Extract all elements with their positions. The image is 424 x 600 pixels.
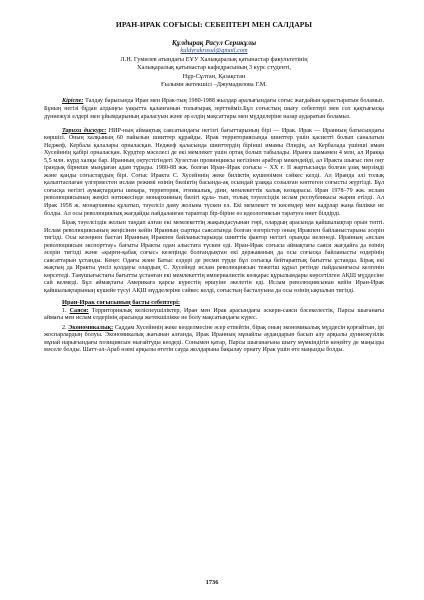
cause-text: Саддам Хусейннің жеке көзделмесіне әсер етпейтін, бірақ оның экономикалық мүддесін қорғайтын, ірі жоспарлардың болуы. Экономикалық жағынан алғанда, Ирак Иранның мұнайлы аудандарын басып алу арқылы дүниежүзілік мұнай нарығындағы позициясын нығайтуды көздеді. Сонымен қатар, Парсы шығанағына шығу мүмкіндігін кеңейту де маңызды мәселе болды. Шатт-әл-Араб өзені арқылы өтетін сауда жолдарына бақылау орнату Ирак үшін өте маңызды болды. — [44, 324, 384, 354]
cause-item-economic — [44, 325, 384, 355]
affiliation-line: Нұр-Сұлтан, Қазақстан — [182, 72, 246, 80]
page-number: 1736 — [205, 579, 219, 586]
cause-item-political — [44, 308, 384, 323]
paper-title: ИРАН-ИРАК СОҒЫСЫ: СЕБЕПТЕРІ МЕН САЛДАРЫ — [115, 20, 313, 29]
author-email-link[interactable]: kuldyrakrasul@gmail.com — [180, 47, 248, 55]
introduction-paragraph — [44, 98, 384, 121]
cause-text: Территориялық келіспеушіліктер, Иран мен Ирак арасындағы әскери-саяси бәсекелестік, Парсы шығанағы аймағы мен ислам елдерінің арасында жетекшілікке не болу мақсатындағы күрес. — [44, 307, 384, 322]
supervisor-line: Ғылыми жетекшісі –Джумадилова Г.М. — [161, 81, 267, 89]
author-block — [44, 39, 384, 89]
author-name: Құлдырақ Расул Серикұлы — [171, 39, 257, 47]
introduction-label: Кіріспе: — [62, 98, 84, 105]
affiliation-line: Л.Н. Гумилев атындағы ЕҰУ Халықаралық қатынастар факультетінің — [120, 55, 308, 63]
affiliation-line: Халықаралық қатынастар кафедрасының 3 курс студенті, — [137, 64, 291, 72]
introduction-text: Талдау барысында Иран мен Ирак-тың 1980-1988 жылдар аралығындағы соғыс жағдайын қарастыратын боламыз. Бұның негізі бұдан алдыңғы уақытта қаланғанын толығырақ зерттейміз.Бұл соғыстың шығу себептері мен сол қақтығысқа дүниежүзі елдері мен ұйымдарының араласуын және әр елдің мақсаттары мен мүдделеріне назар аударатын боламыз. — [44, 98, 384, 120]
causes-heading: Иран-Ирак соғысының басты себептері: — [62, 298, 180, 306]
discussion-label: Тарихи дискурс: — [62, 127, 107, 134]
cause-label: Экономикалық: — [68, 324, 114, 331]
body-paragraph: Бірақ тәуелсіздік жолын таңдап алған екі мемлекеттің жақындасуынан гөрі, олардың арасында қайшылықтар орын тепті. Ислам революциясының жеңісінен кейін Иранның сыртқы саясатында болған өзгерістер оның Иракпен байланыстарына әсерін тигізді. Осы кезеңнен бастап Иранның Иракпен байланыстарында шииттік фактор негізгі орынды иеленеді. Иранның «ислам революциясын экспорттау» бағыты Иракты одан алыстата түскен еді. Иран-Ирак соғысы аймақтағы саяси жағдайға да өзінің әсерін тигізді және «қырғи-қабақ соғыс» кезеңінде болғандықтан екі державаның да осы соғысқа байланысты өздерінің саясаттарын ұстанды. Кеңес Одағы және Батыс елдері де ресми түрде бұл соғысқа бейтараптық бағытты ұстанды. Бірақ екі жақтың да Иракты үнсіз қолдауы олардың С. Хусейнді ислам революциясын тежегіш құрал ретінде пайдаланғысы келгенін көрсетеді. Таяушығыстағы бағытты ұстанған екі мемлекеттің империалистік көзқарас құрылымдары көрсетілген АҚШ мүддесіне сай келмеді. Бұл аймақтағы Америкаға қарсы күрестің өршуіне әкелетін еді. Ислам революциясынан кейін Иран-Ирак қайшылықтарының күшейе түсуі АҚШ мүдделеріне сәйкес келді, соғыстың басталуына да осы өзінің ықпалын тигізді. — [44, 220, 384, 295]
cause-label: Саяси: — [69, 307, 89, 314]
cause-number: 2. — [62, 324, 67, 331]
discussion-text: НИР-ның аймақтық саясатындағы негізгі бағыттарының бірі — Ирак. Ирак — Иранның батысындағы көршісі. Оның халқының 60 пайызын шииттер құрайды. Ирак территориясында шииттер үшін қасиетті болып саналатын Неджеф, Кербала қалалары орналасқан. Неджеф қаласында шииттердің бірінші имамы Әлидің, ал Кербалада үшінші имам Хусейннің қабірі орналасқан. Күрдтер мәселесі де екі мемлекет үшін ортақ болып табылады. Иранға шамамен 4 млн, ал Иракқа 5,5 млн. күрд халқы бар. Иранның оңтүстігіндегі Хузестан провинциясы негізінен арабтар мекендейді, ал Иракта шығыс пен оңт ірандық бірнеше мыңдаған адам тұрады. 1980-88 жж. болған Иран–Ирак соғысы – XX ғ. II жартысында болған ұзақ мерзімді және қанды соғыстардың бірі. Соғыс Иракта С. Хусейннің жеке биліктің күшеюімен сәйкес келді. Ал Иранда әлі толық қалыптаспаған үлгерместен ислам режимі өзінің биліктің басында-ақ осындай ұзаққа созылған көптеген соғысты жүргізді. Бұл соғысқа негізгі аумақтардағы шекара, территория, этникалық, діни, мемлекеттік халық көзқарасы. Иран 1978–79 жж. ислам революциясының жеңісі нәтижесінде монархияның билігі құла- тып, толық тәуелсіздік ислам республикасы жария етілді. Ал Ирак 1958 ж. монархияны құлатып, тәуелсіз даму жолына түскен ел. Екі мемлекет те көсемдер мен кадрлар жаңа билікке ие болды. Ал осы революциялық жағдайды пайдаланған тараптар бір-біріне өз идеологиясын таратуға ниет білдірді. — [44, 127, 384, 217]
cause-number: 1. — [62, 307, 67, 314]
discussion-paragraph — [44, 128, 384, 219]
